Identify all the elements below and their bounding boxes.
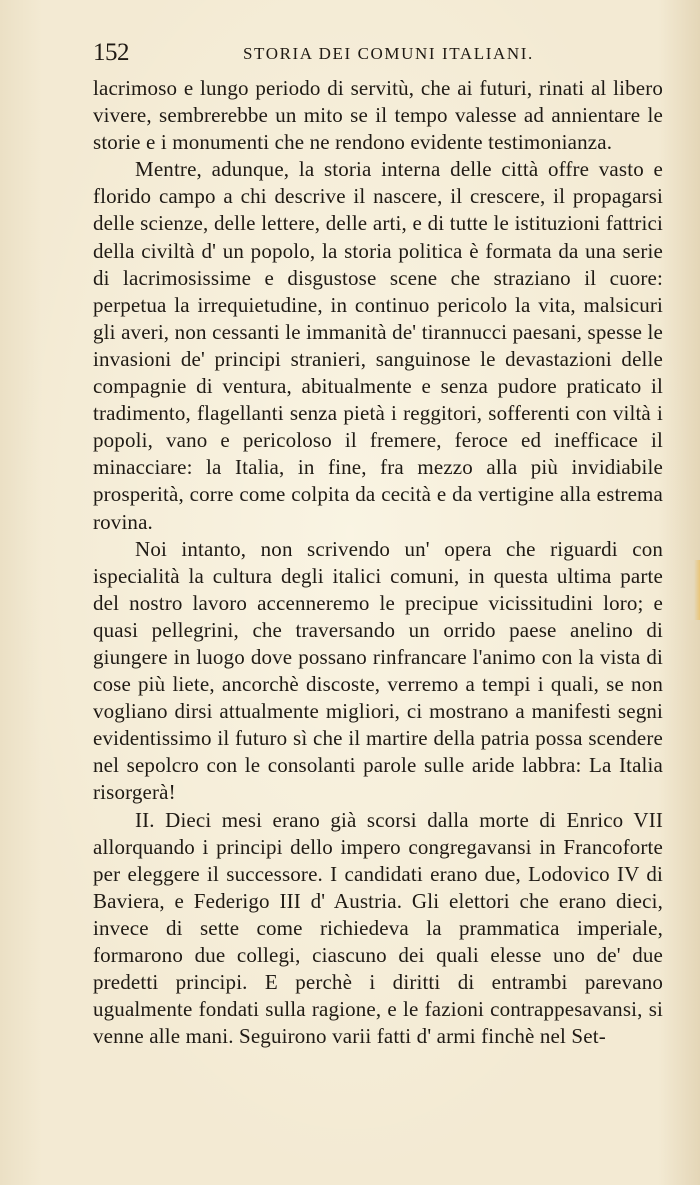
paragraph-section-ii: II. Dieci mesi erano già scorsi dalla morte di Enrico VII allorquando i principi dello impero congregavansi in Francoforte per eleggere il successore. I candidati erano due, Lodovico IV di Baviera, e Federigo III d' Austria. Gli elettori che erano dieci, invece di sette come richiedeva la prammatica imperiale, formarono due collegi, ciascuno dei quali elesse uno de' due predetti principi. E perchè i diritti di entrambi parevano ugualmente fondati sulla ragione, e le fazioni contrappesavansi, si venne alle mani. Seguirono varii fatti d' armi finchè nel Set- xyxy=(93,807,663,1049)
paragraph-mentre: Mentre, adunque, la storia interna delle città offre vasto e florido campo a chi descrive il nascere, il crescere, il propagarsi delle scienze, delle lettere, delle arti, e di tutte le istituzioni fattrici della civiltà d' un popolo, la storia politica è formata da una serie di lacrimosissime e disgustose scene che straziano il cuore: perpetua la irrequietudine, in continuo pericolo la vita, malsicuri gli averi, non cessanti le immanità de' tirannucci paesani, spesse le invasioni de' principi stranieri, sanguinose le devastazioni delle compagnie di ventura, abitualmente e senza pudore praticato il tradimento, flagellanti senza pietà i reggitori, sofferenti con viltà i popoli, vano e pericoloso il fremere, feroce ed inefficace il minacciare: la Italia, in fine, fra mezzo alla più invidiabile prosperità, corre come colpita da cecità e da vertigine alla estrema rovina. xyxy=(93,157,663,534)
paragraph-continuation: lacrimoso e lungo periodo di servitù, che ai futuri, rinati al libero vivere, sembrerebbe un mito se il tempo valesse ad annientare le storie e i monumenti che ne rendono evidente testimonianza. xyxy=(93,76,663,155)
paragraph-noi-intanto: Noi intanto, non scrivendo un' opera che riguardi con ispecialità la cultura degli italici comuni, in questa ultima parte del nostro lavoro accenneremo le precipue vicissitudini loro; e quasi pellegrini, che traversando un orrido paese anelino di giungere in luogo dove possano rinfrancare l'animo con la vista di cose più liete, ancorchè discoste, verremo a tempi i quali, se non vogliano dirsi attualmente migliori, ci mostrano a manifesti segni evidentissimo il futuro sì che il martire della patria possa scendere nel sepolcro con le consolanti parole sulle aride labbra: La Italia risorgerà! xyxy=(93,536,663,805)
body-text xyxy=(93,75,663,1050)
running-title: STORIA DEI COMUNI ITALIANI. xyxy=(243,44,534,63)
page-edge-stain xyxy=(694,560,700,620)
page-header xyxy=(93,36,663,70)
page-number: 152 xyxy=(93,39,129,66)
